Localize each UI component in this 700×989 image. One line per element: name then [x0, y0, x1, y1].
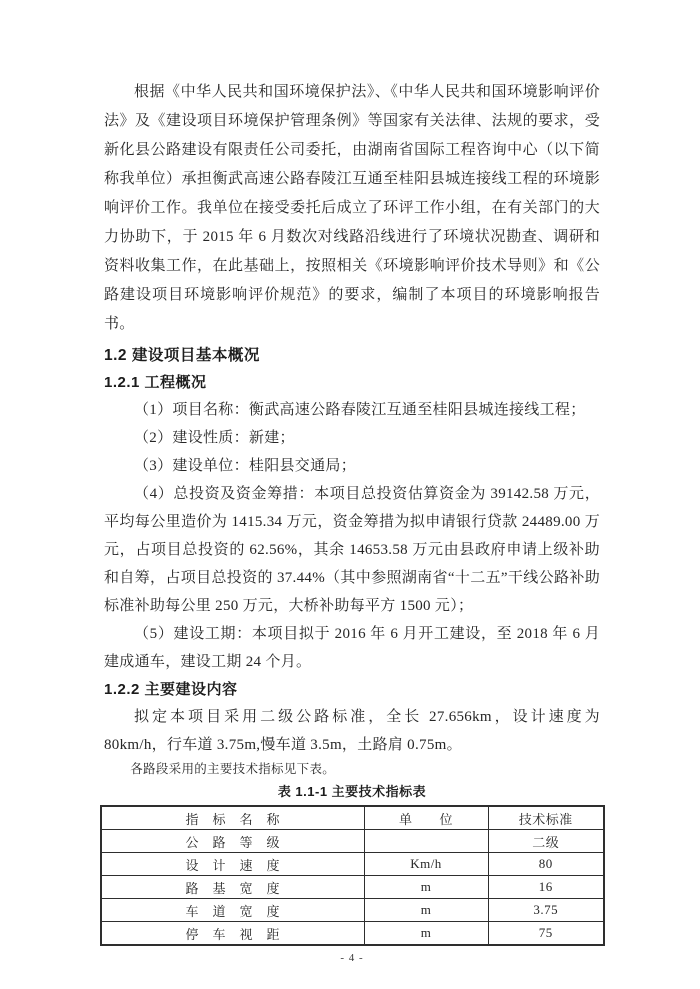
header-cell-standard: 技术标准 [488, 806, 604, 830]
cell-indicator-name: 设 计 速 度 [101, 853, 364, 876]
project-item-schedule: （5）建设工期：本项目拟于 2016 年 6 月开工建设，至 2018 年 6 月建成通车，建设工期 24 个月。 [104, 626, 600, 670]
section-heading-1-2-2: 1.2.2 主要建设内容 [104, 681, 238, 698]
cell-standard: 80 [488, 853, 604, 876]
table-row [101, 876, 604, 899]
cell-unit [364, 830, 488, 853]
tech-indicators-table [100, 805, 605, 946]
table-header-row [101, 806, 604, 830]
section-heading-1-2: 1.2 建设项目基本概况 [104, 347, 260, 364]
cell-standard: 75 [488, 922, 604, 946]
section-heading-1-2-1: 1.2.1 工程概况 [104, 374, 207, 391]
table-row [101, 899, 604, 922]
cell-unit: m [364, 876, 488, 899]
page-number: - 4 - [340, 952, 364, 964]
header-cell-indicator-name: 指 标 名 称 [101, 806, 364, 830]
table-title: 表 1.1-1 主要技术指标表 [277, 784, 427, 799]
table-note: 各路段采用的主要技术指标见下表。 [130, 762, 336, 776]
cell-indicator-name: 停 车 视 距 [101, 922, 364, 946]
project-item-name: （1）项目名称：衡武高速公路春陵江互通至桂阳县城连接线工程； [134, 402, 586, 418]
table-row [101, 830, 604, 853]
header-cell-unit: 单 位 [364, 806, 488, 830]
intro-paragraph: 根据《中华人民共和国环境保护法》、《中华人民共和国环境影响评价法》及《建设项目环境保护管理条例》等国家有关法律、法规的要求，受新化县公路建设有限责任公司委托，由湖南省国际工程咨询中心（以下简称我单位）承担衡武高速公路春陵江互通至桂阳县城连接线工程的环境影响评价工作。我单位在接受委托后成立了环评工作小组，在有关部门的大力协助下，于 2015 年 6 月数次对线路沿线进行了环境状况勘查、调研和资料收集工作，在此基础上，按照相关《环境影响评价技术导则》和《公路建设项目环境影响评价规范》的要求，编制了本项目的环境影响报告书。 [104, 84, 600, 332]
cell-standard: 二级 [488, 830, 604, 853]
cell-indicator-name: 公 路 等 级 [101, 830, 364, 853]
cell-standard: 3.75 [488, 899, 604, 922]
cell-unit: m [364, 922, 488, 946]
project-item-owner: （3）建设单位：桂阳县交通局； [134, 458, 357, 474]
cell-indicator-name: 车 道 宽 度 [101, 899, 364, 922]
table-row [101, 853, 604, 876]
construction-standards-paragraph: 拟定本项目采用二级公路标准，全长 27.656km，设计速度为 80km/h，行车道 3.75m,慢车道 3.5m，土路肩 0.75m。 [104, 709, 600, 753]
cell-indicator-name: 路 基 宽 度 [101, 876, 364, 899]
project-item-investment: （4）总投资及资金筹措：本项目总投资估算资金为 39142.58 万元，平均每公里造价为 1415.34 万元，资金筹措为拟申请银行贷款 24489.00 万元，占项目总投资的 62.56%，其余 14653.58 万元由县政府申请上级补助和自筹，占项目总投资的 37.44%（其中参照湖南省“十二五”干线公路补助标准补助每公里 250 万元，大桥补助每平方 1500 元）； [104, 486, 600, 614]
table-row [101, 922, 604, 946]
cell-unit: Km/h [364, 853, 488, 876]
cell-unit: m [364, 899, 488, 922]
project-item-nature: （2）建设性质：新建； [134, 430, 295, 446]
cell-standard: 16 [488, 876, 604, 899]
